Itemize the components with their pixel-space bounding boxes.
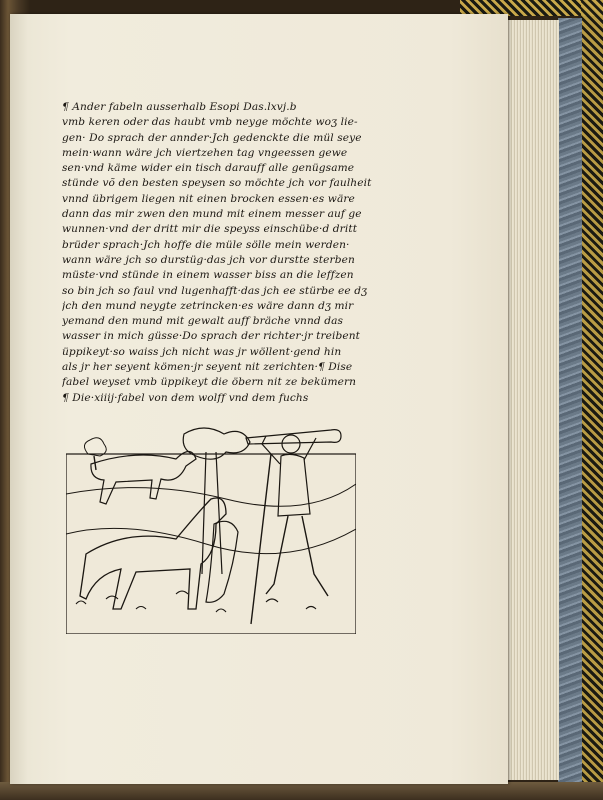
text-line: mein·wann wäre jch viertzehen tag vngeessen gewe (62, 146, 348, 159)
text-line: wann wäre jch so durstüg·das jch vor durstte sterben (62, 253, 355, 266)
page-stack-edge (506, 20, 559, 780)
text-line: vmb keren oder das haubt vmb neyge möchte woʒ lie- (62, 116, 358, 129)
text-line: wunnen·vnd der dritt mir die speyss einschübe·d dritt (62, 223, 358, 236)
text-line: ¶ Ander fabeln ausserhalb Esopi Das.lxvj.b (62, 101, 297, 113)
fable-text-block (62, 100, 382, 406)
text-line: als jr her seyent kömen·jr seyent nit zerichten·¶ Dise (62, 361, 353, 374)
text-line: so bin jch so faul vnd lugenhafft·das jch ee stürbe ee dʒ (62, 284, 368, 297)
text-line: brüder sprach·Jch hoffe die müle sölle mein werden· (62, 238, 350, 251)
text-line: gen· Do sprach der annder·Jch gedenckte die mül seye (62, 131, 362, 144)
woodcut-illustration-icon (66, 424, 356, 634)
cover-marbled-strip (558, 18, 582, 784)
text-line: üppikeyt·so waiss jch nicht was jr wöllent·gend hin (62, 345, 342, 358)
text-line: sen·vnd käme wider ein tisch darauff alle genügsame (62, 162, 355, 175)
text-line: stünde võ den besten speysen so möchte jch vor faulheit (62, 177, 372, 190)
text-line: ¶ Die·xiiij·fabel von dem wolff vnd dem fuchs (62, 391, 309, 404)
text-line: dann das mir zwen den mund mit einem messer auf ge (62, 208, 362, 221)
text-line: wasser in mich güsse·Do sprach der richter·jr treibent (62, 330, 361, 343)
text-line: vnnd übrigem liegen nit einen brocken essen·es wäre (62, 192, 355, 205)
text-line: fabel weyset vmb üppikeyt die öbern nit ze bekümern (62, 376, 357, 389)
text-line: jch den mund neygte zetrincken·es wäre dann dʒ mir (62, 299, 354, 312)
text-line: müste·vnd stünde in einem wasser biss an die leffzen (62, 269, 354, 282)
book-edge-bottom (0, 782, 603, 800)
cover-border-right (581, 0, 603, 800)
text-line: yemand den mund mit gewalt auff bräche vnnd das (62, 315, 344, 328)
